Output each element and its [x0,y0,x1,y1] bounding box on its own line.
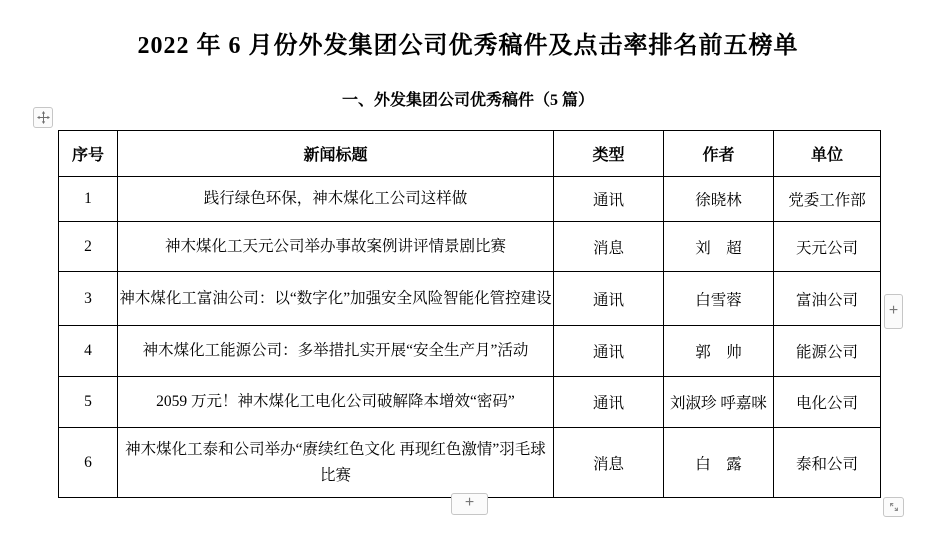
diagonal-resize-icon [888,501,900,513]
table-row [59,272,881,326]
cell-serial[interactable]: 4 [59,326,118,377]
table-row [59,222,881,272]
table-move-handle[interactable] [33,107,53,128]
manuscripts-table [58,130,881,498]
cell-serial[interactable]: 2 [59,222,118,272]
table-row [59,177,881,222]
cell-news-title[interactable]: 神木煤化工天元公司举办事故案例讲评情景剧比赛 [118,222,554,272]
cell-type[interactable]: 通讯 [554,272,664,326]
col-header-serial[interactable]: 序号 [59,131,118,177]
insert-column-button[interactable] [884,294,903,329]
cell-news-title[interactable]: 神木煤化工能源公司：多举措扎实开展“安全生产月”活动 [118,326,554,377]
section-heading[interactable]: 一、外发集团公司优秀稿件（5 篇） [341,92,594,109]
four-way-move-icon [37,111,50,124]
cell-unit[interactable]: 富油公司 [774,272,881,326]
cell-unit[interactable]: 泰和公司 [774,428,881,498]
table-row [59,326,881,377]
cell-author[interactable]: 刘 超 [664,222,774,272]
cell-unit[interactable]: 党委工作部 [774,177,881,222]
plus-icon: + [464,494,475,511]
cell-serial[interactable]: 3 [59,272,118,326]
insert-row-button[interactable] [451,493,488,515]
col-header-author[interactable]: 作者 [664,131,774,177]
cell-unit[interactable]: 电化公司 [774,377,881,428]
cell-unit[interactable]: 天元公司 [774,222,881,272]
cell-author[interactable]: 刘淑珍 呼嘉咪 [664,377,774,428]
cell-author[interactable]: 郭 帅 [664,326,774,377]
cell-author[interactable]: 白 露 [664,428,774,498]
cell-serial[interactable]: 6 [59,428,118,498]
cell-type[interactable]: 通讯 [554,326,664,377]
col-header-unit[interactable]: 单位 [774,131,881,177]
col-header-type[interactable]: 类型 [554,131,664,177]
cell-unit[interactable]: 能源公司 [774,326,881,377]
cell-author[interactable]: 白雪蓉 [664,272,774,326]
cell-serial[interactable]: 1 [59,177,118,222]
table-row [59,428,881,498]
cell-type[interactable]: 通讯 [554,177,664,222]
document-title[interactable]: 2022 年 6 月份外发集团公司优秀稿件及点击率排名前五榜单 [137,33,799,59]
cell-news-title[interactable]: 神木煤化工泰和公司举办“赓续红色文化 再现红色激情”羽毛球比赛 [118,428,554,498]
table-header-row [59,131,881,177]
cell-news-title[interactable]: 2059 万元！神木煤化工电化公司破解降本增效“密码” [118,377,554,428]
col-header-news-title[interactable]: 新闻标题 [118,131,554,177]
table-resize-handle[interactable] [883,497,904,517]
cell-type[interactable]: 消息 [554,222,664,272]
cell-news-title[interactable]: 神木煤化工富油公司：以“数字化”加强安全风险智能化管控建设 [118,272,554,326]
plus-icon: + [888,301,899,319]
cell-news-title[interactable]: 践行绿色环保，神木煤化工公司这样做 [118,177,554,222]
cell-author[interactable]: 徐晓林 [664,177,774,222]
cell-serial[interactable]: 5 [59,377,118,428]
cell-type[interactable]: 通讯 [554,377,664,428]
cell-type[interactable]: 消息 [554,428,664,498]
table-row [59,377,881,428]
